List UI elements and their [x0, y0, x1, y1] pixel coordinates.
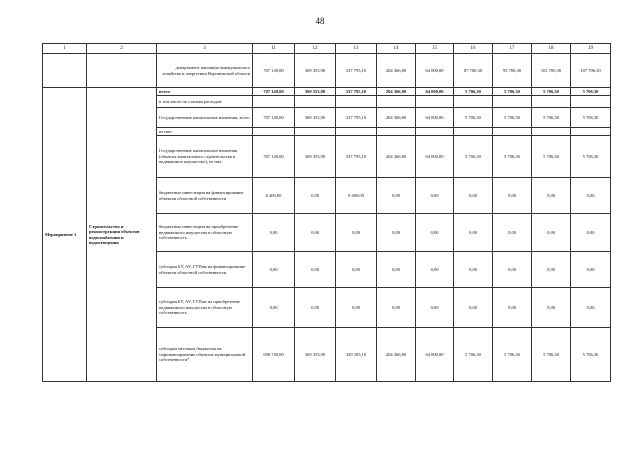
- table-row: [43, 88, 611, 96]
- value-cell: [532, 128, 571, 136]
- value-cell: 0,00: [253, 214, 295, 252]
- row-label: субсидии местным бюджетам на софинансирование объектов муниципальной собственности*: [157, 328, 253, 382]
- value-cell: 0,00: [532, 214, 571, 252]
- row-label: бюджетные инвестиции на финансирование объектов областной собственности: [157, 178, 253, 214]
- value-cell: 0,00: [532, 252, 571, 288]
- value-cell: 5 706,30: [454, 136, 493, 178]
- value-cell: 204 366,80: [377, 54, 416, 88]
- header-cell: 12: [295, 44, 336, 54]
- header-cell: 3: [157, 44, 253, 54]
- row-label: из них:: [157, 128, 253, 136]
- value-cell: 5 706,30: [571, 108, 611, 128]
- value-cell: 0,00: [336, 252, 377, 288]
- value-cell: 0,00: [336, 288, 377, 328]
- budget-table: [42, 43, 611, 382]
- header-cell: 18: [532, 44, 571, 54]
- value-cell: 369 353,90: [295, 88, 336, 96]
- value-cell: 64 000,00: [416, 88, 454, 96]
- value-cell: 337 795,10: [336, 108, 377, 128]
- value-cell: 0,00: [454, 214, 493, 252]
- value-cell: 64 000,00: [416, 136, 454, 178]
- header-cell: 15: [416, 44, 454, 54]
- row-label: Государственные капитальные вложения, всего: [157, 108, 253, 128]
- value-cell: 64 000,00: [416, 108, 454, 128]
- value-cell: 0,00: [493, 178, 532, 214]
- value-cell: [493, 96, 532, 108]
- header-cell: 2: [87, 44, 157, 54]
- value-cell: 204 366,80: [377, 88, 416, 96]
- value-cell: 707 149,00: [253, 88, 295, 96]
- header-cell: 19: [571, 44, 611, 54]
- value-cell: [253, 96, 295, 108]
- value-cell: 0,00: [571, 178, 611, 214]
- header-cell: 14: [377, 44, 416, 54]
- value-cell: [377, 96, 416, 108]
- value-cell: 5 706,30: [532, 328, 571, 382]
- value-cell: 0,00: [493, 214, 532, 252]
- value-cell: 369 353,90: [295, 328, 336, 382]
- value-cell: 5 706,30: [493, 136, 532, 178]
- value-cell: 64 000,00: [416, 54, 454, 88]
- header-cell: 16: [454, 44, 493, 54]
- value-cell: 101 700,30: [532, 54, 571, 88]
- value-cell: 5 706,30: [571, 328, 611, 382]
- value-cell: 64 000,00: [416, 328, 454, 382]
- value-cell: 0,00: [416, 288, 454, 328]
- value-cell: 0,00: [377, 252, 416, 288]
- value-cell: 0,00: [336, 214, 377, 252]
- header-cell: 1: [43, 44, 87, 54]
- value-cell: 698 749,00: [253, 328, 295, 382]
- value-cell: 0,00: [295, 288, 336, 328]
- value-cell: 0,00: [493, 252, 532, 288]
- value-cell: 5 706,30: [532, 88, 571, 96]
- value-cell: [377, 128, 416, 136]
- value-cell: [454, 128, 493, 136]
- value-cell: 95 706,30: [493, 54, 532, 88]
- value-cell: 0,00: [454, 178, 493, 214]
- value-cell: [336, 96, 377, 108]
- value-cell: 337 795,10: [336, 54, 377, 88]
- value-cell: 0,00: [295, 214, 336, 252]
- header-cell: 13: [336, 44, 377, 54]
- value-cell: 0,00: [253, 288, 295, 328]
- value-cell: [493, 128, 532, 136]
- header-cell: 11: [253, 44, 295, 54]
- value-cell: 707 149,00: [253, 136, 295, 178]
- value-cell: [416, 128, 454, 136]
- value-cell: 707 149,00: [253, 108, 295, 128]
- value-cell: [295, 96, 336, 108]
- value-cell: 369 353,90: [295, 54, 336, 88]
- value-cell: 0,00: [416, 178, 454, 214]
- value-cell: [571, 96, 611, 108]
- value-cell: [295, 128, 336, 136]
- value-cell: [454, 96, 493, 108]
- value-cell: 87 700,30: [454, 54, 493, 88]
- value-cell: 8 400,00: [336, 178, 377, 214]
- value-cell: 0,00: [377, 214, 416, 252]
- value-cell: [532, 96, 571, 108]
- value-cell: 0,00: [532, 178, 571, 214]
- header-cell: 17: [493, 44, 532, 54]
- row-label: бюджетные инвестиции на приобретение недвижимого имущества в областную собственность: [157, 214, 253, 252]
- value-cell: 5 706,30: [571, 88, 611, 96]
- value-cell: 369 353,90: [295, 136, 336, 178]
- value-cell: [571, 128, 611, 136]
- value-cell: 0,00: [253, 252, 295, 288]
- value-cell: 5 706,30: [532, 136, 571, 178]
- value-cell: 5 706,30: [493, 108, 532, 128]
- row-label: субсидии БУ, АУ, ГУПам на финансирование объектов областной собственности: [157, 252, 253, 288]
- row-label: всего: [157, 88, 253, 96]
- value-cell: 204 366,80: [377, 108, 416, 128]
- value-cell: 0,00: [416, 214, 454, 252]
- value-cell: 0,00: [493, 288, 532, 328]
- value-cell: 8 400,00: [253, 178, 295, 214]
- value-cell: 0,00: [571, 288, 611, 328]
- value-cell: [253, 128, 295, 136]
- table-row: [43, 54, 611, 88]
- value-cell: 369 353,90: [295, 108, 336, 128]
- value-cell: 0,00: [377, 178, 416, 214]
- value-cell: 0,00: [295, 178, 336, 214]
- value-cell: 0,00: [454, 288, 493, 328]
- row-label: в том числе по статьям расходов:: [157, 96, 253, 108]
- value-cell: 707 149,00: [253, 54, 295, 88]
- value-cell: 5 706,30: [493, 328, 532, 382]
- value-cell: 0,00: [377, 288, 416, 328]
- value-cell: 0,00: [571, 252, 611, 288]
- value-cell: 329 395,10: [336, 328, 377, 382]
- activity-name: Мероприятие 1: [43, 88, 87, 382]
- row-label: департамент жилищно-коммунального хозяйства и энергетики Воронежской области: [157, 54, 253, 88]
- value-cell: 337 795,10: [336, 88, 377, 96]
- row-label: субсидии БУ, АУ, ГУПам на приобретение недвижимого имущества в областную собственность: [157, 288, 253, 328]
- row-label: Государственные капитальные вложения (объекты капитального строительства и недвижимое имущество), из них:: [157, 136, 253, 178]
- value-cell: 0,00: [532, 288, 571, 328]
- value-cell: 5 706,30: [454, 328, 493, 382]
- activity-description: Строительство и реконструкция объектов водоснабжения и водоотведения: [87, 88, 157, 382]
- value-cell: 0,00: [571, 214, 611, 252]
- value-cell: 5 706,30: [532, 108, 571, 128]
- value-cell: [336, 128, 377, 136]
- header-row: [43, 44, 611, 54]
- value-cell: 204 366,80: [377, 328, 416, 382]
- value-cell: 0,00: [295, 252, 336, 288]
- value-cell: 204 366,80: [377, 136, 416, 178]
- page-number: 48: [315, 16, 325, 26]
- value-cell: 0,00: [416, 252, 454, 288]
- value-cell: 107 706,30: [571, 54, 611, 88]
- col2-cell: [87, 54, 157, 88]
- value-cell: [416, 96, 454, 108]
- value-cell: 337 795,10: [336, 136, 377, 178]
- col1-cell: [43, 54, 87, 88]
- value-cell: 0,00: [454, 252, 493, 288]
- value-cell: 5 706,30: [493, 88, 532, 96]
- value-cell: 5 706,30: [454, 108, 493, 128]
- value-cell: 5 706,30: [454, 88, 493, 96]
- value-cell: 5 706,30: [571, 136, 611, 178]
